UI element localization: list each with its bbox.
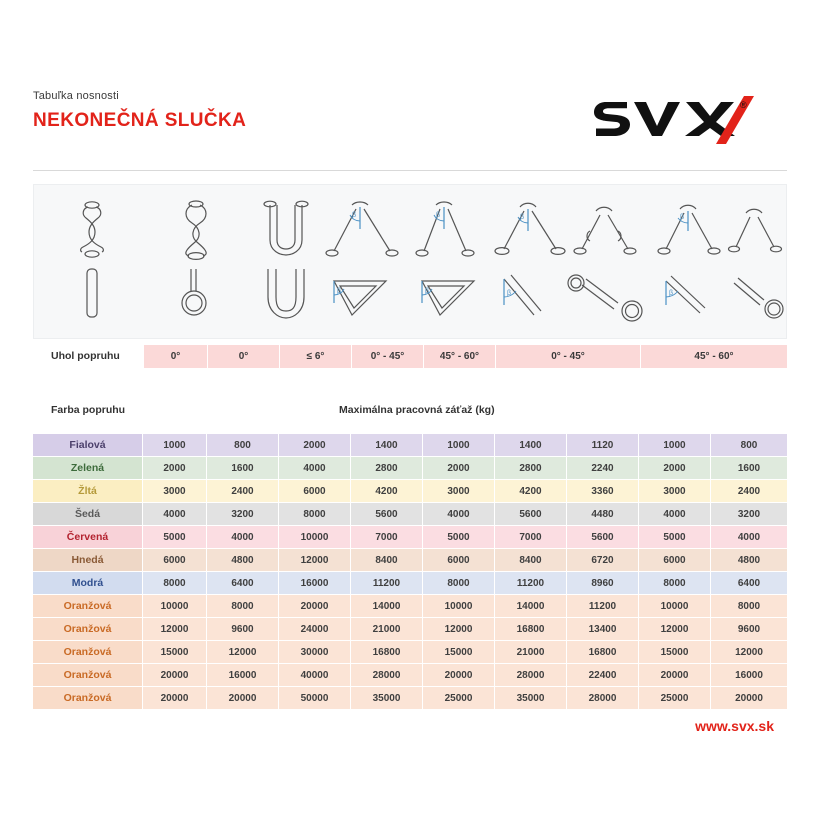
load-value-cell: 8400 [351, 549, 423, 572]
load-value-cell: 2400 [711, 480, 787, 503]
svg-text:β: β [436, 212, 441, 219]
svg-text:β: β [669, 290, 674, 297]
load-value-cell: 1000 [423, 434, 495, 457]
angle-cell-4: 0° - 45° [351, 345, 423, 368]
load-value-cell: 50000 [279, 687, 351, 710]
load-value-cell: 8000 [423, 572, 495, 595]
load-value-cell: 3000 [423, 480, 495, 503]
load-value-cell: 28000 [567, 687, 639, 710]
load-value-cell: 20000 [143, 664, 207, 687]
load-value-cell: 1000 [143, 434, 207, 457]
table-row [33, 664, 787, 687]
column-header-load: Maximálna pracovná záťaž (kg) [339, 404, 495, 416]
load-value-cell: 8000 [639, 572, 711, 595]
row-color-label: Oranžová [33, 687, 143, 710]
row-color-label: Šedá [33, 503, 143, 526]
load-value-cell: 6000 [639, 549, 711, 572]
load-value-cell: 4200 [351, 480, 423, 503]
load-value-cell: 5600 [567, 526, 639, 549]
load-value-cell: 15000 [639, 641, 711, 664]
angle-cell-1: 0° [143, 345, 207, 368]
load-value-cell: 20000 [279, 595, 351, 618]
angle-cell-6: 0° - 45° [495, 345, 640, 368]
row-color-label: Hnedá [33, 549, 143, 572]
load-value-cell: 28000 [351, 664, 423, 687]
load-value-cell: 11200 [351, 572, 423, 595]
load-value-cell: 12000 [207, 641, 279, 664]
load-value-cell: 8960 [567, 572, 639, 595]
page-title: NEKONEČNÁ SLUČKA [33, 110, 247, 131]
load-value-cell: 14000 [351, 595, 423, 618]
load-value-cell: 4000 [711, 526, 787, 549]
row-color-label: Zelená [33, 457, 143, 480]
load-value-cell: 800 [711, 434, 787, 457]
load-value-cell: 1600 [207, 457, 279, 480]
header [0, 0, 820, 168]
angle-cell-2: 0° [207, 345, 279, 368]
load-value-cell: 12000 [711, 641, 787, 664]
load-value-cell: 15000 [143, 641, 207, 664]
load-value-cell: 9600 [207, 618, 279, 641]
header-subtitle: Tabuľka nosnosti [33, 90, 119, 102]
load-value-cell: 16000 [279, 572, 351, 595]
svg-text:β: β [425, 288, 430, 295]
table-row [33, 457, 787, 480]
load-value-cell: 4480 [567, 503, 639, 526]
header-divider [33, 170, 787, 171]
load-value-cell: 35000 [495, 687, 567, 710]
angle-row-label: Uhol popruhu [33, 345, 143, 368]
row-color-label: Červená [33, 526, 143, 549]
load-value-cell: 2000 [423, 457, 495, 480]
load-value-cell: 16000 [711, 664, 787, 687]
load-value-cell: 5000 [423, 526, 495, 549]
table-row [33, 549, 787, 572]
table-row [33, 572, 787, 595]
load-value-cell: 16800 [351, 641, 423, 664]
table-row [33, 434, 787, 457]
load-value-cell: 4000 [639, 503, 711, 526]
load-value-cell: 12000 [639, 618, 711, 641]
load-value-cell: 5600 [351, 503, 423, 526]
load-value-cell: 1120 [567, 434, 639, 457]
load-value-cell: 4800 [207, 549, 279, 572]
angle-cell-3: ≤ 6° [279, 345, 351, 368]
svg-text:β: β [507, 290, 512, 297]
row-color-label: Modrá [33, 572, 143, 595]
load-value-cell: 40000 [279, 664, 351, 687]
load-value-cell: 3200 [711, 503, 787, 526]
load-value-cell: 2800 [351, 457, 423, 480]
load-value-cell: 14000 [495, 595, 567, 618]
load-value-cell: 3200 [207, 503, 279, 526]
load-value-cell: 4000 [207, 526, 279, 549]
row-color-label: Oranžová [33, 641, 143, 664]
load-value-cell: 25000 [639, 687, 711, 710]
load-value-cell: 10000 [143, 595, 207, 618]
load-value-cell: 2400 [207, 480, 279, 503]
svg-text:β: β [680, 214, 685, 221]
load-value-cell: 4000 [279, 457, 351, 480]
table-row [33, 595, 787, 618]
load-value-cell: 10000 [279, 526, 351, 549]
load-value-cell: 2000 [279, 434, 351, 457]
load-value-cell: 11200 [567, 595, 639, 618]
load-value-cell: 20000 [423, 664, 495, 687]
row-color-label: Fialová [33, 434, 143, 457]
load-value-cell: 8400 [495, 549, 567, 572]
load-value-cell: 2240 [567, 457, 639, 480]
load-value-cell: 7000 [351, 526, 423, 549]
load-value-cell: 20000 [639, 664, 711, 687]
svx-logo [594, 88, 774, 150]
load-value-cell: 6000 [423, 549, 495, 572]
load-value-cell: 1000 [639, 434, 711, 457]
load-capacity-table-body [33, 434, 787, 710]
load-value-cell: 12000 [279, 549, 351, 572]
load-value-cell: 4200 [495, 480, 567, 503]
load-value-cell: 2000 [143, 457, 207, 480]
load-value-cell: 7000 [495, 526, 567, 549]
load-value-cell: 20000 [143, 687, 207, 710]
sling-configuration-diagram [33, 184, 787, 339]
load-value-cell: 2000 [639, 457, 711, 480]
load-value-cell: 15000 [423, 641, 495, 664]
load-capacity-table [33, 434, 787, 710]
load-value-cell: 25000 [423, 687, 495, 710]
load-value-cell: 8000 [711, 595, 787, 618]
load-value-cell: 30000 [279, 641, 351, 664]
website-url: www.svx.sk [695, 718, 774, 734]
row-color-label: Oranžová [33, 595, 143, 618]
load-value-cell: 3000 [639, 480, 711, 503]
angle-row [33, 345, 787, 368]
load-value-cell: 2800 [495, 457, 567, 480]
svg-text:β: β [337, 288, 342, 295]
load-value-cell: 10000 [639, 595, 711, 618]
load-value-cell: 4000 [143, 503, 207, 526]
load-value-cell: 5000 [639, 526, 711, 549]
load-value-cell: 4800 [711, 549, 787, 572]
load-value-cell: 6000 [143, 549, 207, 572]
load-value-cell: 8000 [143, 572, 207, 595]
load-value-cell: 5000 [143, 526, 207, 549]
load-value-cell: 5600 [495, 503, 567, 526]
load-value-cell: 6000 [279, 480, 351, 503]
load-value-cell: 8000 [279, 503, 351, 526]
load-value-cell: 12000 [143, 618, 207, 641]
angle-cell-7: 45° - 60° [640, 345, 787, 368]
load-value-cell: 24000 [279, 618, 351, 641]
svg-text:β: β [352, 212, 357, 219]
load-value-cell: 8000 [207, 595, 279, 618]
load-value-cell: 11200 [495, 572, 567, 595]
row-color-label: Žltá [33, 480, 143, 503]
beta-angle-labels [337, 212, 684, 297]
load-value-cell: 800 [207, 434, 279, 457]
load-value-cell: 6400 [711, 572, 787, 595]
row-color-label: Oranžová [33, 664, 143, 687]
load-value-cell: 6400 [207, 572, 279, 595]
table-row [33, 480, 787, 503]
load-value-cell: 16800 [567, 641, 639, 664]
load-value-cell: 3360 [567, 480, 639, 503]
load-value-cell: 16000 [207, 664, 279, 687]
load-value-cell: 12000 [423, 618, 495, 641]
load-value-cell: 4000 [423, 503, 495, 526]
load-value-cell: 1600 [711, 457, 787, 480]
column-header-color: Farba popruhu [51, 404, 126, 416]
load-value-cell: 35000 [351, 687, 423, 710]
load-value-cell: 1400 [351, 434, 423, 457]
load-value-cell: 9600 [711, 618, 787, 641]
logo-trademark-text: ® [740, 100, 747, 110]
table-row [33, 687, 787, 710]
load-value-cell: 28000 [495, 664, 567, 687]
load-value-cell: 20000 [711, 687, 787, 710]
svg-text:β: β [520, 214, 525, 221]
load-value-cell: 16800 [495, 618, 567, 641]
angle-cell-5: 45° - 60° [423, 345, 495, 368]
load-value-cell: 22400 [567, 664, 639, 687]
row-color-label: Oranžová [33, 618, 143, 641]
load-value-cell: 1400 [495, 434, 567, 457]
table-row [33, 618, 787, 641]
table-row [33, 503, 787, 526]
load-value-cell: 6720 [567, 549, 639, 572]
load-value-cell: 10000 [423, 595, 495, 618]
load-value-cell: 21000 [495, 641, 567, 664]
load-value-cell: 13400 [567, 618, 639, 641]
load-value-cell: 3000 [143, 480, 207, 503]
table-row [33, 526, 787, 549]
table-row [33, 641, 787, 664]
load-value-cell: 20000 [207, 687, 279, 710]
load-value-cell: 21000 [351, 618, 423, 641]
table-header-labels [33, 404, 787, 424]
